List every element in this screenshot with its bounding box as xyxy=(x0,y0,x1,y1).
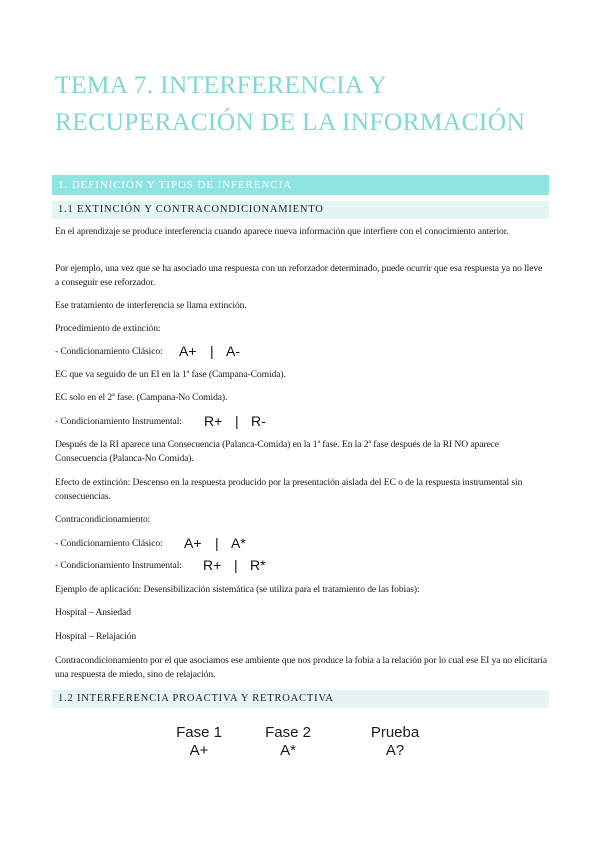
paragraph-phase2: EC solo en el 2ª fase. (Campana-No Comida). xyxy=(55,392,228,403)
paragraph-extinction-effect: Efecto de extinción: Descenso en la respuesta producido por la presentación aislada del EC o de la respuesta instrumental sin consecuencias. xyxy=(55,477,523,502)
paragraph-counterconditioning-explained: Contracondicionamiento por el que asociamos ese ambiente que nos produce la fobia a la relación por lo cual ese EI ya no elicitaría una respuesta de miedo, sino de relajación. xyxy=(55,655,547,680)
symbol-cc-instr-b: R* xyxy=(250,557,266,573)
symbol-cc-instr-a: R+ xyxy=(203,557,222,573)
subsection-heading-1-2: 1.2 INTERFERENCIA PROACTIVA Y RETROACTIVA xyxy=(52,690,549,708)
page-title: TEMA 7. INTERFERENCIA Y RECUPERACIÓN DE LA INFORMACIÓN xyxy=(55,70,526,136)
label-cc-clasico: - Condicionamiento Clásico: xyxy=(55,538,163,549)
paragraph-application: Ejemplo de aplicación: Desensibilización sistemática (se utiliza para el tratamiento de las fobias): xyxy=(55,584,420,595)
phase-2-label: Fase 2 xyxy=(265,724,311,741)
label-ext-clasico: - Condicionamiento Clásico: xyxy=(55,346,163,357)
paragraph-hospital-anxiety: Hospital – Ansiedad xyxy=(55,607,131,618)
phase-1-label: Fase 1 xyxy=(176,724,222,741)
phase-2-value: A* xyxy=(280,742,296,759)
section-heading-1: 1. DEFINICIÓN Y TIPOS DE INFERENCIA xyxy=(52,175,549,195)
symbol-separator: | xyxy=(215,535,219,551)
paragraph-counterconditioning: Contracondicionamiento: xyxy=(55,514,151,525)
symbol-ext-clasico-b: A- xyxy=(226,343,240,359)
phase-test-value: A? xyxy=(385,742,405,759)
paragraph-instrumental-detail: Después de la RI aparece una Consecuencia (Palanca-Comida) en la 1ª fase. En la 2ª fase después de la RI NO aparece Consecuencia (Palanca-No Comida). xyxy=(55,439,499,464)
symbol-ext-instr-a: R+ xyxy=(204,413,223,429)
phase-test-label: Prueba xyxy=(370,724,420,741)
symbol-ext-instr-b: R- xyxy=(251,413,266,429)
paragraph-hospital-relaxation: Hospital – Relajación xyxy=(55,631,137,642)
symbol-cc-clasico-a: A+ xyxy=(184,535,202,551)
symbol-cc-clasico-b: A* xyxy=(231,535,246,551)
symbol-separator: | xyxy=(210,343,214,359)
symbol-separator: | xyxy=(235,413,239,429)
paragraph-procedure: Procedimiento de extinción: xyxy=(55,323,161,334)
paragraph-phase1: EC que va seguido de un EI en la 1ª fase (Campana-Comida). xyxy=(55,369,286,380)
symbol-ext-clasico-a: A+ xyxy=(179,343,197,359)
label-cc-instrumental: - Condicionamiento Instrumental: xyxy=(55,560,182,571)
paragraph-extinction-name: Ese tratamiento de interferencia se llama extinción. xyxy=(55,300,247,311)
phase-1-value: A+ xyxy=(189,742,209,759)
paragraph-intro: En el aprendizaje se produce interferencia cuando aparece nueva información que interfiere con el conocimiento anterior. xyxy=(55,226,509,237)
symbol-separator: | xyxy=(234,557,238,573)
label-ext-instrumental: - Condicionamiento Instrumental: xyxy=(55,416,182,427)
subsection-heading-1-1: 1.1 EXTINCIÓN Y CONTRACONDICIONAMIENTO xyxy=(52,201,549,219)
paragraph-example: Por ejemplo, una vez que se ha asociado una respuesta con un reforzador determinado, puede ocurrir que esa respuesta ya no lleve a conseguir ese reforzador. xyxy=(55,263,543,288)
